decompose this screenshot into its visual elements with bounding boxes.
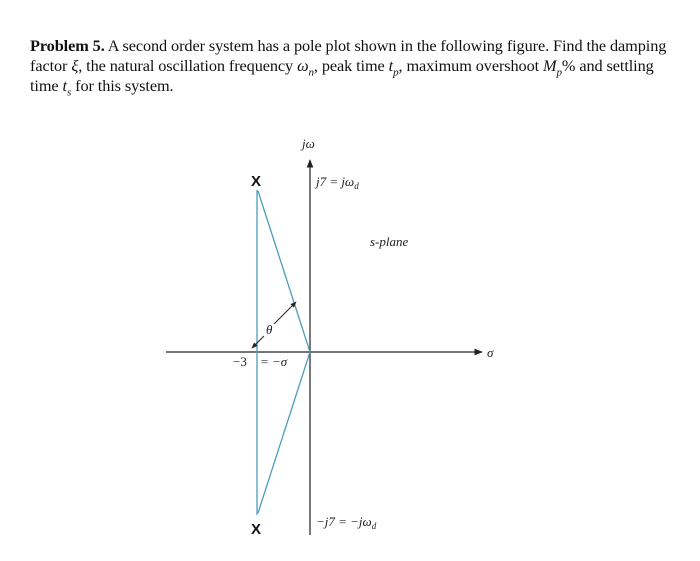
jw-axis-label: jω xyxy=(302,136,315,151)
theta-label: θ xyxy=(266,322,273,337)
theta-arrow-up xyxy=(274,302,296,324)
mp-symbol: M xyxy=(543,56,557,75)
problem-text: A second order system has a pole plot shown in the following figure. Find the damping factor xyxy=(30,36,667,75)
omega-symbol: ω xyxy=(297,56,309,75)
neg-three-label: −3 xyxy=(233,354,247,369)
lower-pole-marker: X xyxy=(251,521,262,538)
problem-heading: Problem 5. xyxy=(30,36,105,55)
upper-pole-marker: X xyxy=(251,173,262,190)
theta-arrow-down xyxy=(252,336,264,348)
s-plane-label: s-plane xyxy=(370,234,409,249)
upper-pole-label: $j7 = j\omega_d$ xyxy=(316,174,359,191)
lower-pole-label: $-j7 = -j\omega_d$ xyxy=(316,514,377,531)
problem-statement: Problem 5. A second order system has a pole plot shown in the following figure. Find the damping factor ξ, the natural oscillation frequency $\omega_n$, peak time $t_p$, maximum overshoot $M_p\%$ and settling time $t_s$ for this system. xyxy=(30,36,667,99)
ts-symbol: t xyxy=(62,76,67,95)
lower-pole-radius xyxy=(258,352,310,513)
damping-symbol: ξ xyxy=(71,56,79,75)
sigma-axis-label: σ xyxy=(487,345,494,360)
neg-sigma-label: = −σ xyxy=(260,354,288,369)
tp-symbol: t xyxy=(388,56,394,75)
